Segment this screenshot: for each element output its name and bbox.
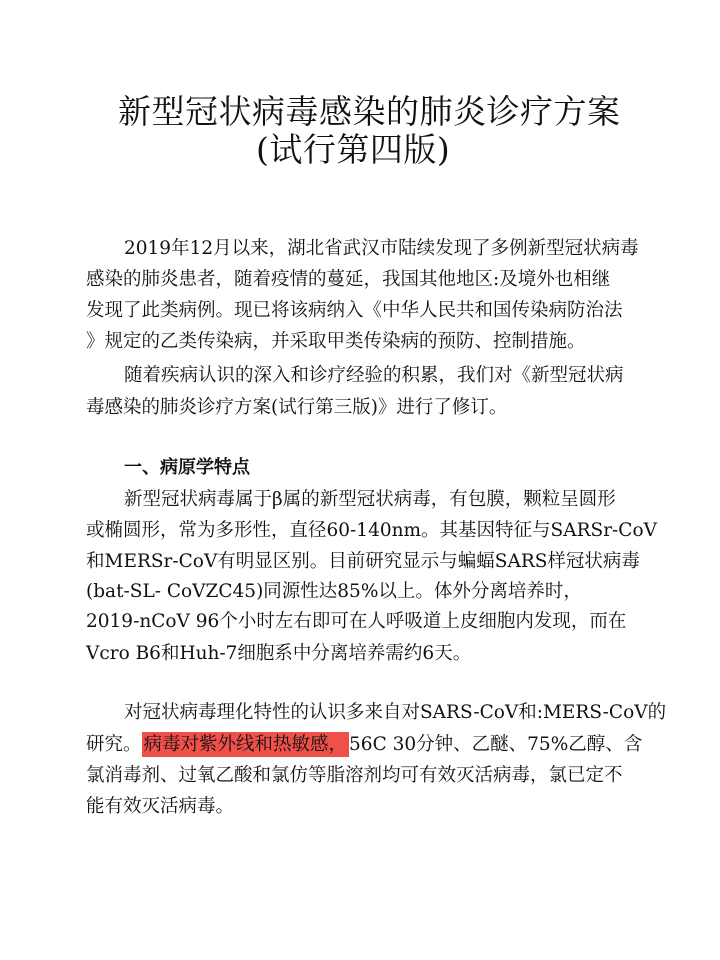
intro-p1-line2: 感染的肺炎患者，随着疫情的蔓延，我国其他地区:及境外也相继 <box>86 269 611 290</box>
section-p1-line4: (bat-SL- CoVZC45)同源性达85%以上。体外分离培养时， <box>86 581 582 602</box>
section-p2-line2-post: 56C 30分钟、乙醚、75%乙醇、含 <box>349 734 643 755</box>
section-p2-line3: 氯消毒剂、过氧乙酸和氯仿等脂溶剂均可有效灭活病毒，氯已定不 <box>86 765 623 786</box>
intro-p1-line3: 发现了此类病例。现已将该病纳入《中华人民共和国传染病防治法 <box>86 300 623 321</box>
intro-p1-line4: 》规定的乙类传染病，并采取甲类传染病的预防、控制措施。 <box>86 331 586 352</box>
section-p1-line5: 2019-nCoV 96个小时左右即可在人呼吸道上皮细胞内发现，而在 <box>86 611 627 632</box>
section-p1-line1: 新型冠状病毒属于β属的新型冠状病毒，有包膜，颗粒呈圆形 <box>124 489 616 510</box>
document-subtitle: (试行第四版) <box>256 130 451 169</box>
highlighted-text: 病毒对紫外线和热敏感， <box>143 734 348 755</box>
section-p1-line2: 或椭圆形，常为多形性，直径60-140nm。其基因特征与SARSr-CoV <box>86 520 657 541</box>
section-p1-line3: 和MERSr-CoV有明显区别。目前研究显示与蝙蝠SARS样冠状病毒 <box>86 551 640 572</box>
section-heading: 一、病原学特点 <box>124 457 250 478</box>
intro-p2-line1: 随着疾病认识的深入和诊疗经验的积累，我们对《新型冠状病 <box>124 365 624 386</box>
section-p2-line2-pre: 研究。 <box>86 734 142 755</box>
section-p1-line6: Vcro B6和Huh-7细胞系中分离培养需约6天。 <box>86 643 472 664</box>
intro-p1-line1: 2019年12月以来，湖北省武汉市陆续发现了多例新型冠状病毒 <box>124 238 639 259</box>
intro-p2-line2: 毒感染的肺炎诊疗方案(试行第三版)》进行了修订。 <box>86 397 508 418</box>
section-p2-line2 <box>86 730 642 760</box>
section-p2-line4: 能有效灭活病毒。 <box>86 796 235 817</box>
document-title: 新型冠状病毒感染的肺炎诊疗方案 <box>118 92 621 131</box>
section-p2-line1: 对冠状病毒理化特性的认识多来自对SARS-CoV和:MERS-CoV的 <box>124 702 667 723</box>
